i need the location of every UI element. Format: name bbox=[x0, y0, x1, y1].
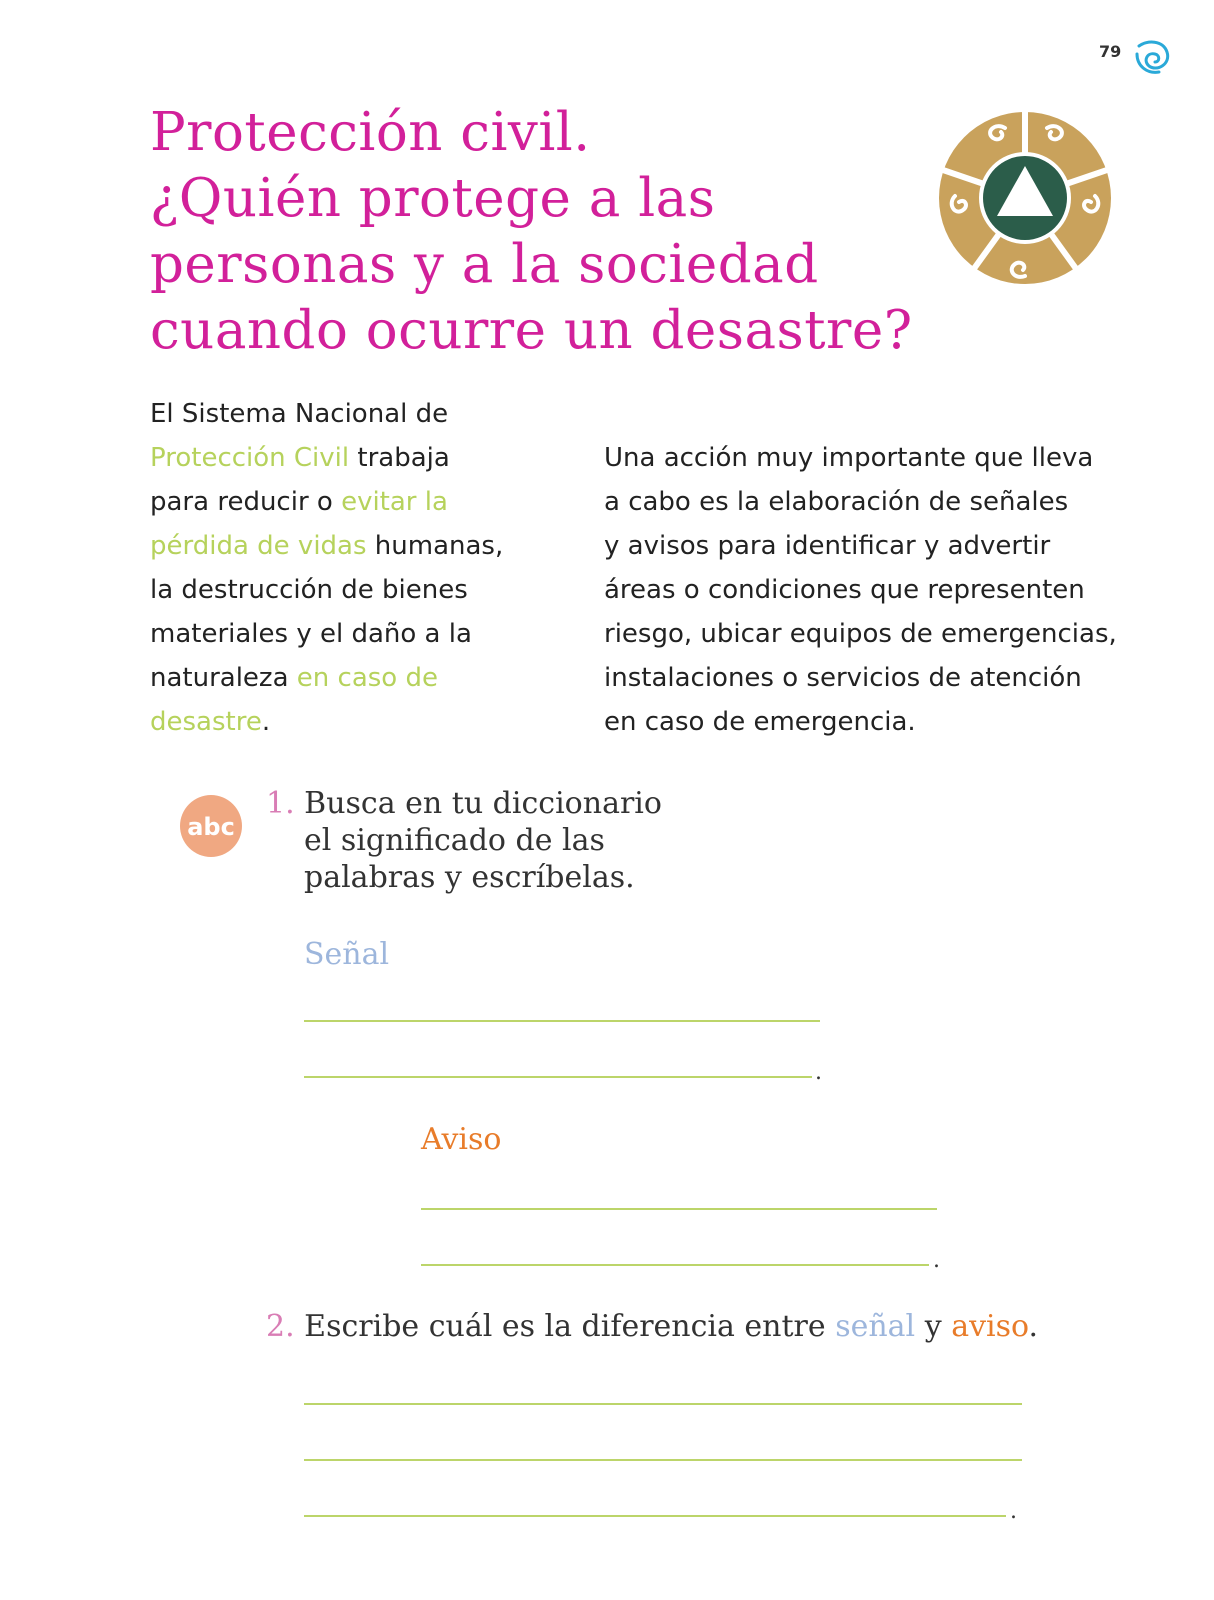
title-line: Protección civil. bbox=[150, 102, 591, 163]
word-aviso: Aviso bbox=[421, 1122, 502, 1157]
question-number: 2. bbox=[266, 1309, 295, 1344]
question-number: 1. bbox=[266, 786, 295, 821]
question-text: Busca en tu diccionario bbox=[304, 786, 662, 821]
abc-activity-icon bbox=[179, 794, 243, 858]
question-line: palabras y escríbelas. bbox=[304, 860, 635, 895]
word-senal: Señal bbox=[304, 937, 390, 972]
answer-line[interactable] bbox=[421, 1208, 937, 1210]
highlight-text: pérdida de vidas bbox=[150, 531, 367, 561]
answer-line[interactable] bbox=[421, 1264, 929, 1266]
question-2 bbox=[266, 1308, 1038, 1345]
text-line: materiales y el daño a la bbox=[150, 619, 472, 649]
highlight-text: Protección Civil bbox=[150, 443, 350, 473]
text-line: la destrucción de bienes bbox=[150, 575, 468, 605]
text-segment: naturaleza bbox=[150, 663, 297, 693]
text-segment: . bbox=[261, 707, 271, 737]
question-text: y bbox=[915, 1309, 952, 1344]
text-line bbox=[150, 436, 570, 480]
highlight-text: en caso de bbox=[296, 663, 438, 693]
question-1 bbox=[266, 785, 662, 896]
intro-right-paragraph bbox=[604, 436, 1144, 744]
question-line: el significado de las bbox=[304, 823, 605, 858]
question-text: Escribe cuál es la diferencia entre bbox=[304, 1309, 836, 1344]
period-mark: . bbox=[815, 1060, 822, 1085]
period-mark: . bbox=[1010, 1499, 1017, 1524]
title-line: cuando ocurre un desastre? bbox=[150, 300, 913, 361]
word-senal-inline: señal bbox=[835, 1309, 916, 1344]
page-title bbox=[150, 100, 930, 364]
question-text: . bbox=[1028, 1309, 1039, 1344]
text-line bbox=[150, 480, 570, 524]
text-line: Una acción muy importante que lleva bbox=[604, 443, 1094, 473]
title-line: ¿Quién protege a las bbox=[150, 168, 716, 229]
answer-line[interactable] bbox=[304, 1020, 820, 1022]
highlight-text: desastre bbox=[150, 707, 262, 737]
text-segment: humanas, bbox=[366, 531, 504, 561]
answer-line[interactable] bbox=[304, 1515, 1006, 1517]
page-number: 79 bbox=[1099, 42, 1122, 61]
text-line: El Sistema Nacional de bbox=[150, 399, 449, 429]
text-line bbox=[150, 524, 570, 568]
answer-line[interactable] bbox=[304, 1076, 812, 1078]
text-line: a cabo es la elaboración de señales bbox=[604, 487, 1069, 517]
question-line bbox=[266, 785, 662, 822]
intro-left-paragraph bbox=[150, 392, 570, 744]
text-segment: trabaja bbox=[349, 443, 450, 473]
text-line: áreas o condiciones que representen bbox=[604, 575, 1085, 605]
text-line: riesgo, ubicar equipos de emergencias, bbox=[604, 619, 1117, 649]
period-mark: . bbox=[933, 1248, 940, 1273]
answer-line[interactable] bbox=[304, 1403, 1022, 1405]
abc-icon-label: abc bbox=[187, 813, 235, 841]
text-line: instalaciones o servicios de atención bbox=[604, 663, 1082, 693]
text-line: en caso de emergencia. bbox=[604, 707, 916, 737]
title-line: personas y a la sociedad bbox=[150, 234, 819, 295]
text-line: y avisos para identificar y advertir bbox=[604, 531, 1051, 561]
spiral-icon bbox=[1133, 36, 1173, 76]
text-line bbox=[150, 656, 570, 700]
civil-protection-emblem-icon bbox=[935, 108, 1115, 288]
answer-line[interactable] bbox=[304, 1459, 1022, 1461]
word-aviso-inline: aviso bbox=[951, 1309, 1029, 1344]
text-segment: para reducir o bbox=[150, 487, 342, 517]
text-line bbox=[150, 700, 570, 744]
highlight-text: evitar la bbox=[341, 487, 448, 517]
